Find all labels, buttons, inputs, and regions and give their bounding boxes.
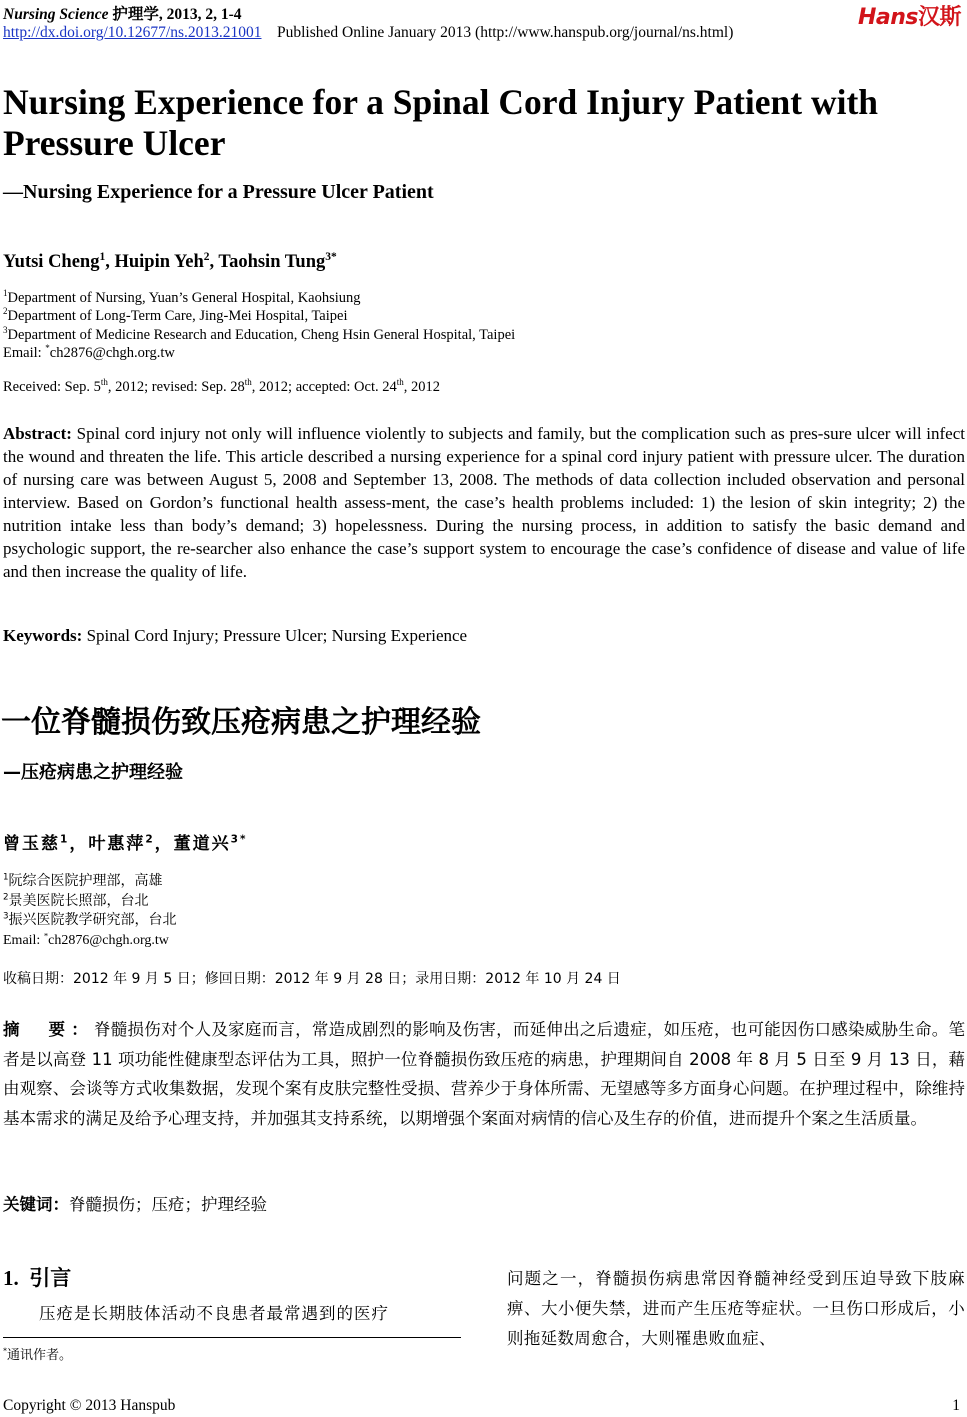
abstract-label: 摘 要： [3, 1020, 95, 1039]
aff-sup: 1 [3, 288, 8, 299]
date-sup: th [244, 377, 252, 388]
author-sup: 2 [203, 250, 210, 263]
aff-sup: 3 [3, 324, 8, 335]
date-sup: th [396, 377, 404, 388]
footnote-marker: * [3, 1346, 8, 1356]
footnote-rule [3, 1337, 461, 1338]
author-sup: 2 [145, 833, 155, 846]
keywords-text: 脊髓损伤；压疮；护理经验 [69, 1195, 267, 1214]
abstract-text: 脊髓损伤对个人及家庭而言，常造成剧烈的影响及伤害，而延伸出之后遗症，如压疮，也可能因伤口感染威胁生命。笔者是以高登 11 项功能性健康型态评估为工具，照护一位脊髓损伤致压疮的病患，护理期间自 2008 年 8 月 5 日至 9 月 13 日，藉由观察、会谈等方式收集数据，发现个案有皮肤完整性受损、营养少于身体所需、无望感等多方面身心问题。在护理过程中，除维持基本需求的满足及给予心理支持，并加强其支持系统，以期增强个案面对病情的信心及生存的价值，进而提升个案之生活质量。 [3, 1020, 966, 1128]
keywords-cn [3, 1191, 267, 1215]
section-title: 引言 [29, 1266, 72, 1290]
section-number: 1. [3, 1266, 19, 1290]
abstract-cn [3, 1015, 965, 1133]
keywords-en [3, 626, 467, 646]
copyright: Copyright © 2013 Hanspub [3, 1397, 176, 1414]
accepted-date: , 2012; accepted: Oct. 24 [251, 379, 397, 395]
right-column-text: 问题之一，脊髓损伤病患常因脊髓神经受到压迫导致下肢麻痹、大小便失禁，进而产生压疮等症状。一旦伤口形成后，小则拖延数周愈合，大则罹患败血症、 [507, 1269, 965, 1348]
volume-info: , 2013, 2, 1-4 [158, 6, 242, 23]
author-name: 叶惠萍 [88, 834, 146, 854]
email-label: Email: [3, 932, 44, 948]
author-sup: 1 [99, 250, 106, 263]
dates-en [3, 379, 440, 396]
footnote-text: 通讯作者。 [7, 1348, 73, 1363]
doi-line [3, 24, 733, 42]
aff-text: 景美医院长照部，台北 [8, 892, 149, 909]
abstract-text: Spinal cord injury not only will influence violently to subjects and family, but the complication such as pres-sure ulcer will infect the wound and threaten the life. This article described a nursing experience for a spinal cord injury patient with pressure ulcer. The duration of nursing care was between August 5, 2008 and September 13, 2008. The methods of data collection included observation and personal interview. Based on Gordon’s functional health assess-ment, the case’s health problems included: 1) the lesion of skin integrity; 2) the nutrition intake less than body’s demand; 3) hopelessness. During the nursing process, in addition to satisfy the basic demand and psychologic support, the re-searcher also enhance the case’s support system to encourage the case’s confidence of disease and value of life and then increase the quality of life. [3, 424, 965, 581]
published-info: Published Online January 2013 (http://www.hanspub.org/journal/ns.html) [277, 24, 734, 41]
author-name: Yutsi Cheng [3, 252, 100, 272]
author-sep: ， [69, 834, 89, 854]
author-sup: 3* [230, 833, 248, 846]
aff-text: Department of Medicine Research and Education, Cheng Hsin General Hospital, Taipei [7, 326, 516, 343]
authors-en: Yutsi Cheng$^1$, Huipin Yeh$^2$, Taohsin Tung$^{3*}$ [3, 250, 337, 272]
author-name: Taohsin Tung [218, 252, 326, 272]
affiliation [3, 289, 515, 307]
page-number: 1 [952, 1397, 960, 1414]
aff-text: 振兴医院教学研究部，台北 [8, 912, 177, 928]
logo-cn: 汉斯 [917, 5, 961, 30]
revised-date: , 2012; revised: Sep. 28 [107, 379, 245, 395]
abstract-en [3, 422, 965, 583]
aff-text: Department of Long-Term Care, Jing-Mei Hospital, Taipei [7, 308, 348, 325]
dates-cn: 收稿日期：2012 年 9 月 5 日；修回日期：2012 年 9 月 28 日；录用日期：2012 年 10 月 24 日 [3, 971, 621, 987]
author-name: 董道兴 [173, 834, 231, 854]
paper-subtitle-cn: —压疮病患之护理经验 [3, 762, 183, 783]
journal-name: Nursing Science [3, 6, 109, 23]
logo-text: Hans [857, 5, 918, 30]
aff-sup: 3 [3, 911, 9, 922]
email-line [3, 931, 177, 951]
email-sup: * [43, 929, 49, 940]
abstract-label: Abstract: [3, 424, 72, 443]
author-name: Huipin Yeh [114, 252, 204, 272]
footnote [3, 1344, 72, 1363]
email-label: Email: [3, 344, 46, 361]
doi-link[interactable]: http://dx.doi.org/10.12677/ns.2013.21001 [3, 24, 262, 41]
aff-sup: 2 [3, 306, 8, 317]
date-sup: th [100, 377, 108, 388]
affiliation [3, 326, 515, 344]
section-heading [3, 1262, 71, 1292]
email: ch2876@chgh.org.tw [49, 344, 175, 361]
author-sep: ， [154, 834, 174, 854]
paper-title-en: Nursing Experience for a Spinal Cord Injury Patient with Pressure Ulcer [3, 82, 879, 163]
paper-title-cn: 一位脊髓损伤致压疮病患之护理经验 [1, 705, 481, 740]
author-name: 曾玉慈 [3, 834, 60, 854]
affiliation [3, 872, 177, 892]
paper-subtitle-en: —Nursing Experience for a Pressure Ulcer Patient [3, 181, 434, 203]
received-date: Received: Sep. 5 [3, 379, 101, 395]
email-sup: * [45, 343, 50, 354]
affiliations-en [3, 289, 515, 362]
aff-sup: 1 [3, 872, 9, 883]
affiliations-cn [3, 872, 177, 950]
date-year: , 2012 [403, 379, 440, 395]
left-column-text: 压疮是长期肢体活动不良患者最常遇到的医疗 [39, 1304, 389, 1323]
journal-name-cn: 护理学 [112, 6, 159, 23]
author-sup: 1 [60, 833, 70, 846]
journal-line [3, 2, 242, 24]
affiliation [3, 911, 177, 931]
author-sup: 3* [325, 250, 337, 263]
aff-text: 阮综合医院护理部，高雄 [8, 873, 163, 889]
aff-sup: 2 [3, 891, 9, 902]
keywords-label: Keywords: [3, 626, 83, 645]
affiliation [3, 892, 177, 912]
hans-logo [858, 0, 961, 31]
keywords-text: Spinal Cord Injury; Pressure Ulcer; Nursing Experience [86, 626, 468, 645]
affiliation [3, 307, 515, 325]
email-line [3, 344, 515, 362]
authors-cn [3, 829, 248, 854]
email: ch2876@chgh.org.tw [48, 932, 169, 948]
keywords-label: 关键词： [3, 1195, 69, 1214]
aff-text: Department of Nursing, Yuan’s General Hospital, Kaohsiung [7, 290, 361, 306]
